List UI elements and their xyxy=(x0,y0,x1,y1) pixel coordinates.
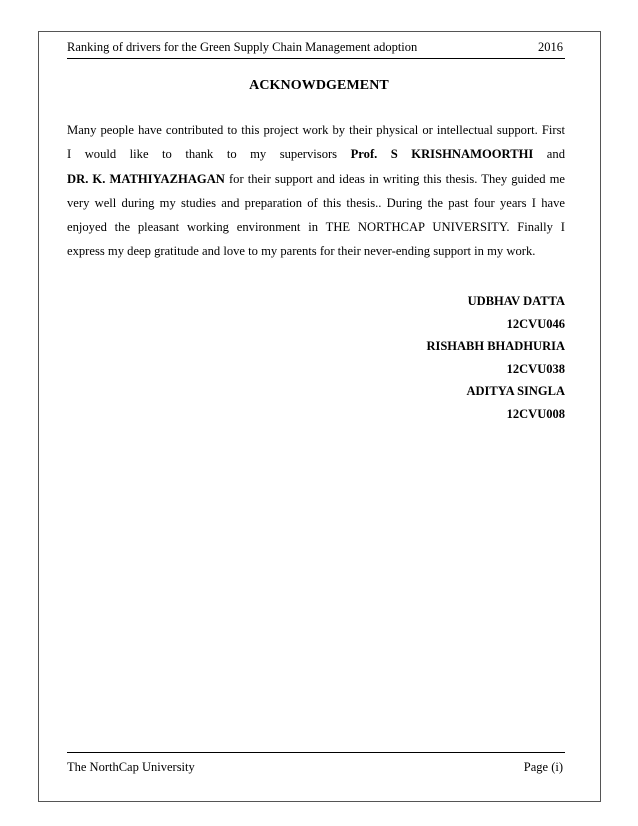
footer-university: The NorthCap University xyxy=(67,760,195,774)
text-segment: and xyxy=(533,147,565,162)
running-header xyxy=(67,36,565,59)
supervisor-name: DR. K. MATHIYAZHAGAN xyxy=(67,171,225,186)
page-number: Page (i) xyxy=(523,760,563,774)
paragraph-line xyxy=(67,167,565,191)
acknowledgement-paragraph xyxy=(67,118,565,264)
author-name: UDBHAV DATTA xyxy=(467,294,565,308)
supervisor-name: Prof. S KRISHNAMOORTHI xyxy=(350,147,534,162)
paragraph-line: Many people have contributed to this project work by their physical or intellectual support. First xyxy=(67,123,565,137)
signature-block xyxy=(426,290,565,425)
paragraph-line: very well during my studies and preparation of this thesis.. During the past four years I have xyxy=(67,195,565,210)
text-segment: for their support and ideas in writing this thesis. They guided me xyxy=(224,171,566,186)
paragraph-line: express my deep gratitude and love to my parents for their never-ending support in my work. xyxy=(67,244,536,259)
author-id: 12CVU008 xyxy=(506,406,565,421)
running-footer xyxy=(67,752,565,777)
header-year: 2016 xyxy=(538,40,563,54)
author-id: 12CVU038 xyxy=(506,361,565,376)
author-name: RISHABH BHADHURIA xyxy=(426,339,565,353)
text-segment: I would like to thank to my supervisors xyxy=(67,147,351,162)
header-title: Ranking of drivers for the Green Supply Chain Management adoption xyxy=(67,40,418,54)
paragraph-line: enjoyed the pleasant working environment in THE NORTHCAP UNIVERSITY. Finally I xyxy=(67,220,565,235)
paragraph-line xyxy=(67,142,565,166)
author-name: ADITYA SINGLA xyxy=(466,384,565,398)
page-title: ACKNOWDGEMENT xyxy=(249,78,389,93)
author-id: 12CVU046 xyxy=(506,316,565,331)
